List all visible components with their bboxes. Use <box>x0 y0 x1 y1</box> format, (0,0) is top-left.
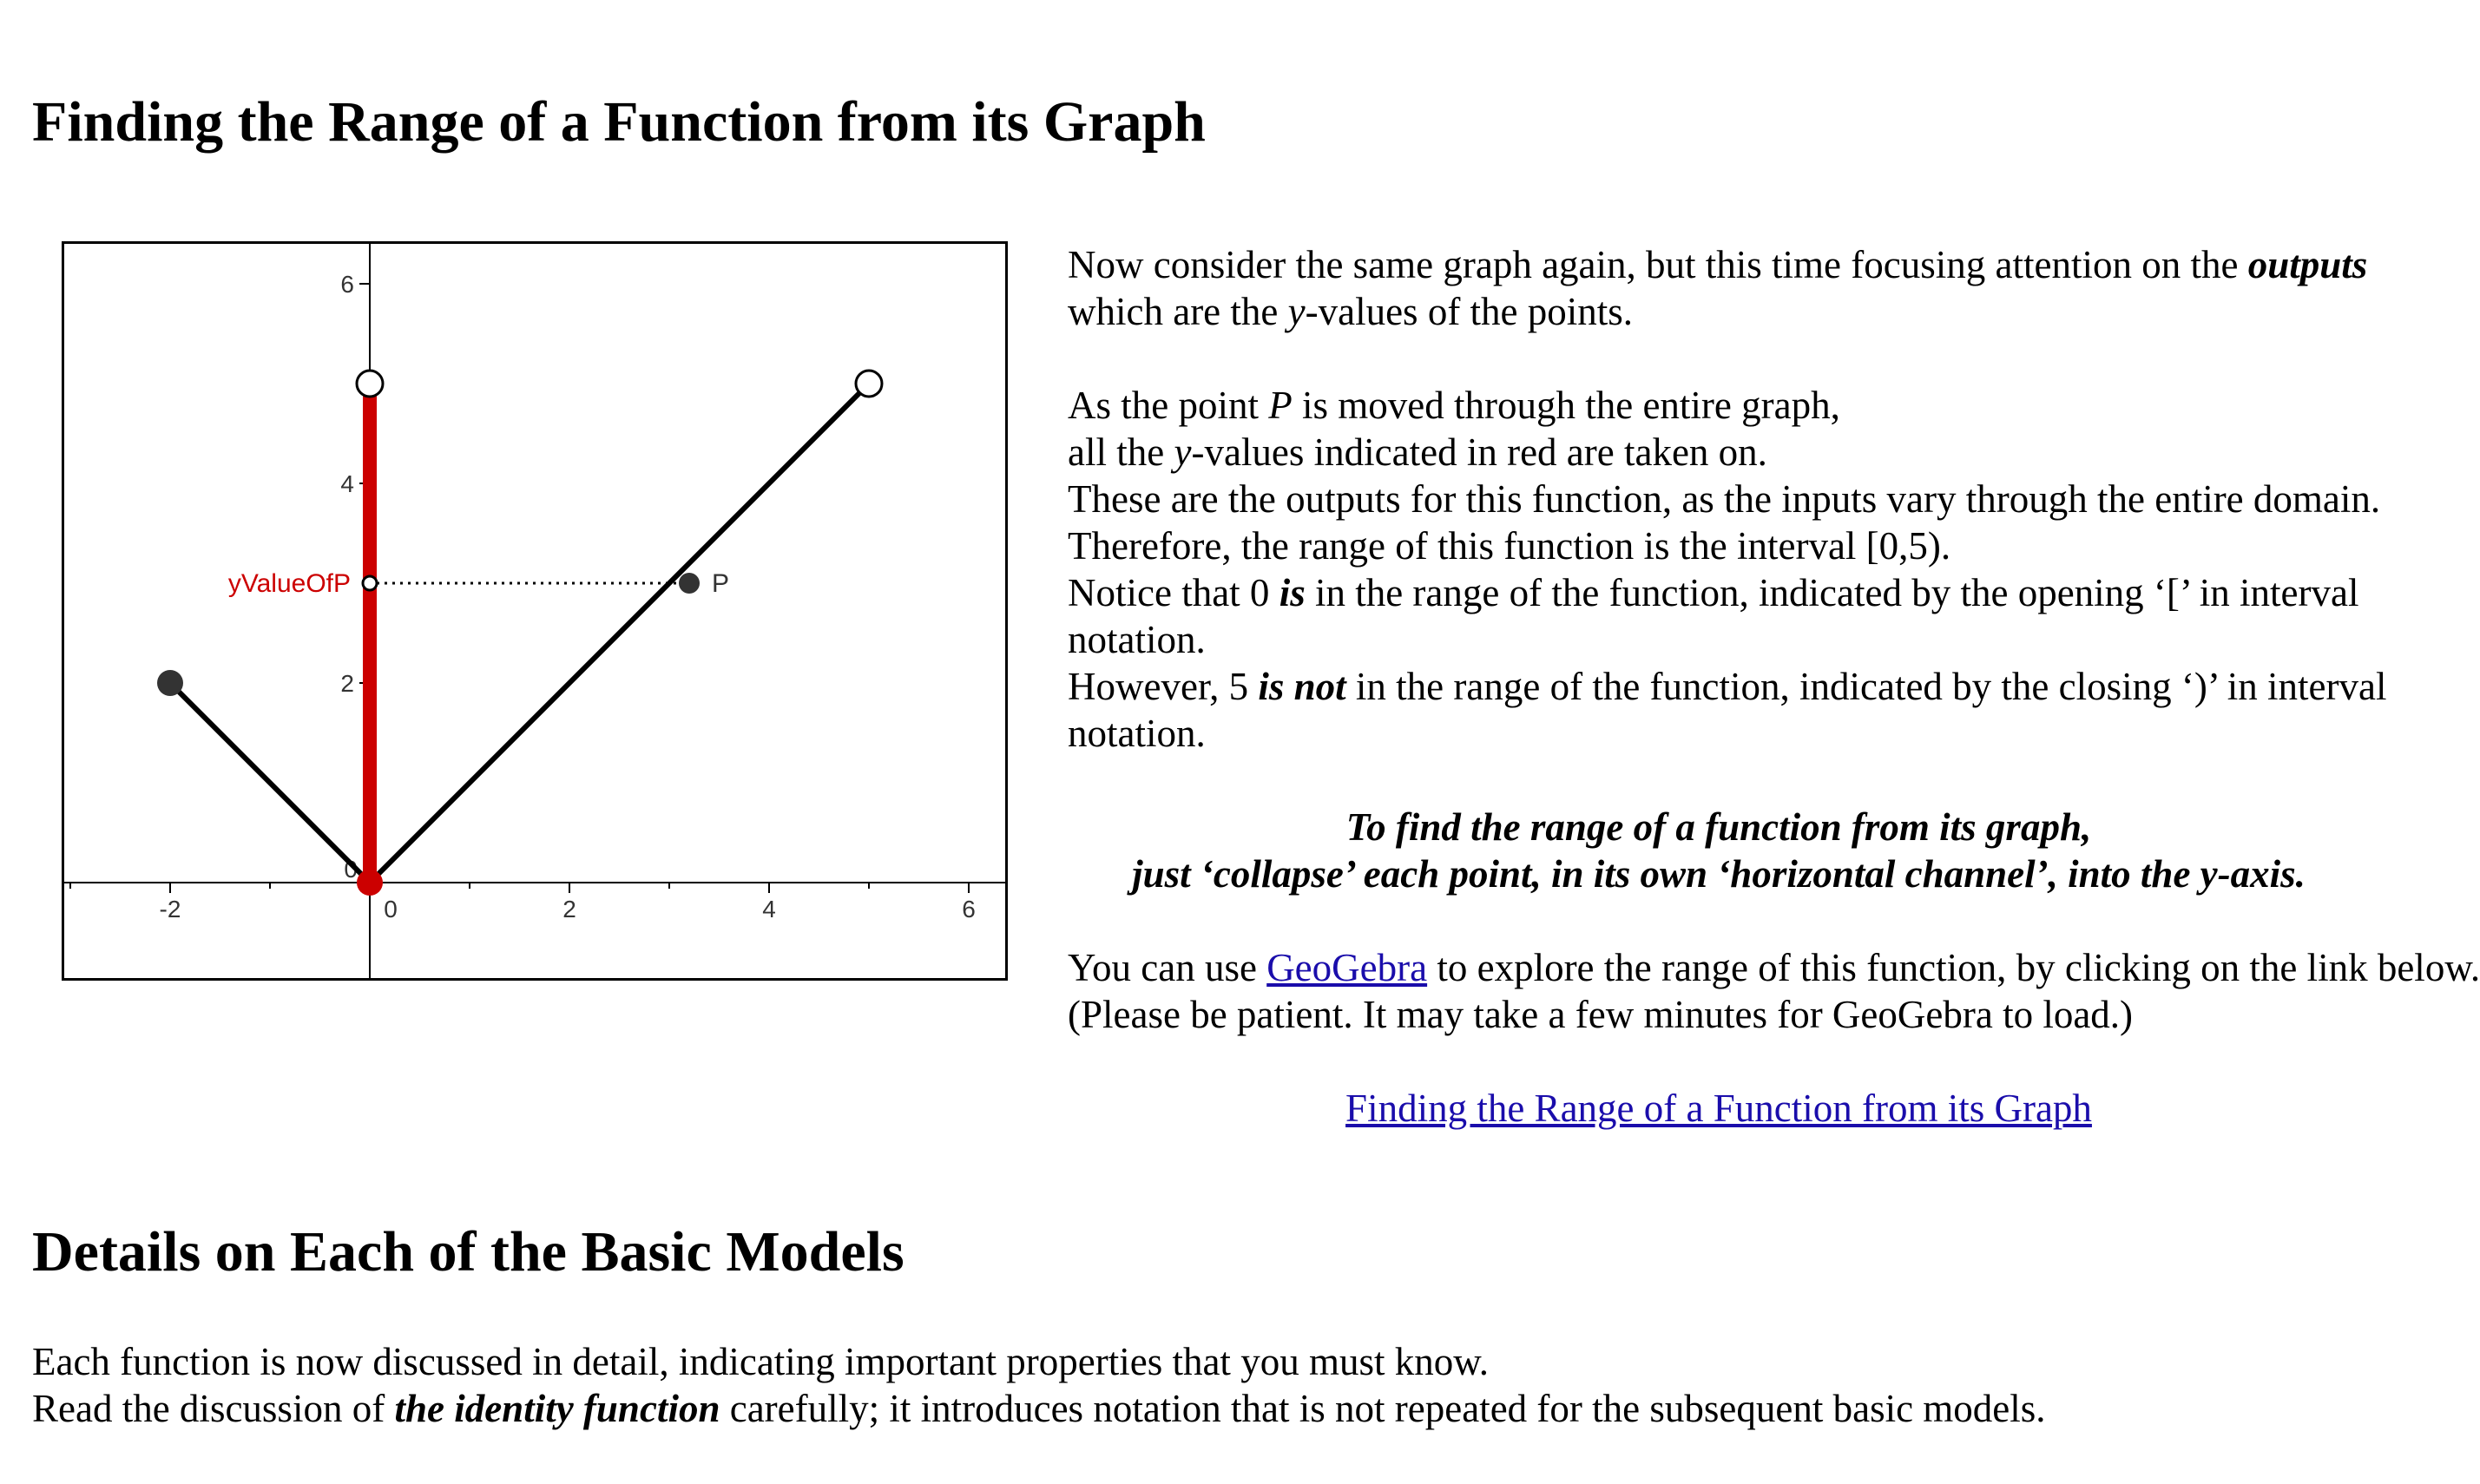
point-p <box>679 573 700 594</box>
range-open-top <box>357 371 383 397</box>
graph-canvas[interactable] <box>64 244 1005 978</box>
intro-line1: Each function is now discussed in detail, indicating important properties that you must know. <box>32 1340 1490 1383</box>
y-tick-label: 6 <box>340 271 354 298</box>
explanation-column <box>1068 241 2480 1132</box>
para2-line4: Therefore, the range of this function is the interval [0,5). <box>1068 524 1951 568</box>
y-tick-label: 4 <box>340 470 354 497</box>
para3-link-line <box>1068 1085 2370 1132</box>
page-title: Finding the Range of a Function from its Graph <box>32 90 1206 154</box>
range-graph[interactable] <box>62 241 1008 981</box>
range-interval: [0,5) <box>1865 524 1941 568</box>
x-tick-label: -2 <box>159 896 181 923</box>
intro-line2: Read the discussion of the identity function carefully; it introduces notation that is not repeated for the subsequent basic models. <box>32 1387 2046 1430</box>
graph-axes <box>64 244 1005 978</box>
x-tick-label: 4 <box>762 896 776 923</box>
outputs-emphasis: outputs <box>2247 243 2368 286</box>
open-endpoint <box>856 371 882 397</box>
para3-line2: (Please be patient. It may take a few minutes for GeoGebra to load.) <box>1068 993 2134 1036</box>
para2-line7: However, 5 is not in the range of the function, indicated by the closing ‘)’ in interval <box>1068 665 2387 708</box>
rule-line1: To find the range of a function from its graph, <box>1345 805 2092 849</box>
para2-line3: These are the outputs for this function, as the inputs vary through the entire domain. <box>1068 477 2381 521</box>
x-tick-label: 6 <box>962 896 976 923</box>
y-tick-label: 2 <box>340 670 354 697</box>
origin-label: 0 <box>344 856 358 883</box>
yvalue-point <box>363 576 377 590</box>
basic-models-intro <box>32 1338 2046 1432</box>
function-graph <box>170 384 869 883</box>
identity-function-emphasis: the identity function <box>394 1387 720 1430</box>
para1-line2: which are the y-values of the points. <box>1068 290 1634 333</box>
section-title: Details on Each of the Basic Models <box>32 1220 905 1284</box>
para2-line8: notation. <box>1068 712 1206 755</box>
rule-line2: just ‘collapse’ each point, in its own ‘horizontal channel’, into the y-axis. <box>1132 852 2306 896</box>
geogebra-link[interactable]: GeoGebra <box>1266 946 1428 989</box>
function-line <box>170 384 869 883</box>
para3-line1: You can use GeoGebra to explore the range of this function, by clicking on the link below. <box>1068 946 2480 989</box>
graph-ticks <box>70 271 976 923</box>
para1-line1: Now consider the same graph again, but this time focusing attention on the outputs <box>1068 243 2368 286</box>
closed-endpoint <box>157 670 183 696</box>
para2-line6: notation. <box>1068 618 1206 661</box>
graph-points[interactable] <box>157 371 882 896</box>
para2-line1: As the point P is moved through the entire graph, <box>1068 384 1840 427</box>
yvalue-label: yValueOfP <box>227 569 351 598</box>
point-p-label: P <box>712 569 730 598</box>
para2-line2: all the y-values indicated in red are taken on. <box>1068 430 1767 474</box>
x-tick-label: 2 <box>562 896 576 923</box>
geogebra-applet-link[interactable]: Finding the Range of a Function from its Graph <box>1345 1087 2092 1130</box>
range-closed-bottom <box>357 870 383 896</box>
para2-line5: Notice that 0 is in the range of the function, indicated by the opening ‘[’ in interval <box>1068 571 2359 614</box>
x-tick-label: 0 <box>384 896 398 923</box>
